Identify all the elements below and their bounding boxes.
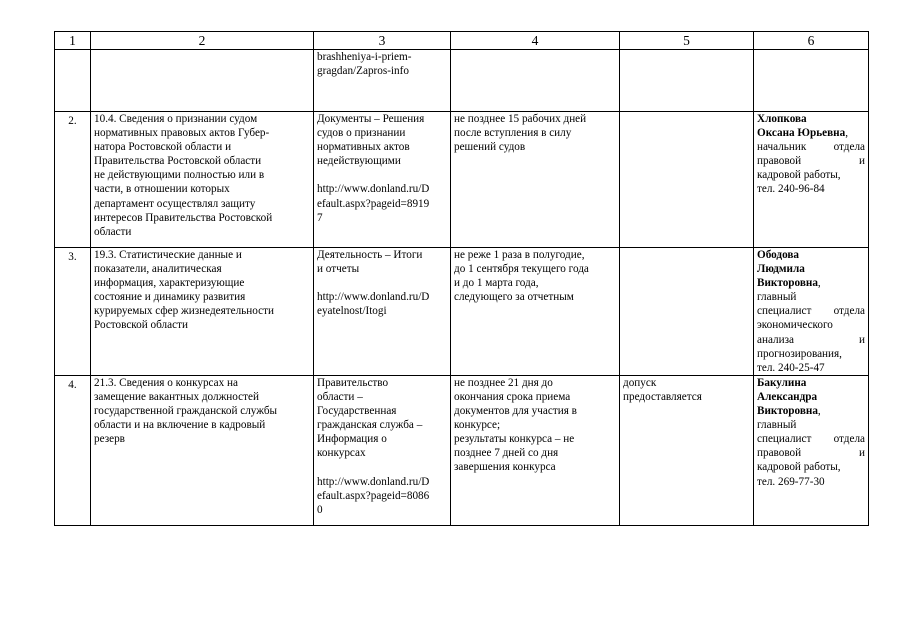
- responsible-name-line: [757, 126, 865, 140]
- deadline-line: следующего за отчетным: [454, 291, 574, 304]
- access-line: предоставляется: [623, 390, 702, 403]
- deadline-line: до 1 сентября текущего года: [454, 263, 589, 276]
- responsible-name-line: [757, 262, 865, 276]
- header-cell: 4: [451, 32, 620, 50]
- responsible-person-cell: [754, 112, 869, 248]
- deadline-line: после вступления в силу: [454, 127, 572, 140]
- info-location-line: efault.aspx?pageid=8086: [317, 489, 430, 502]
- responsible-detail-line: тел. 240-25-47: [757, 361, 825, 374]
- name-comma: ,: [845, 127, 848, 140]
- info-description-line: 19.3. Статистические данные и: [94, 249, 242, 261]
- cont-deadline-cell: [451, 50, 620, 112]
- cont-location-line: gragdan/Zapros-info: [317, 65, 409, 78]
- responsible-detail-line: кадровой работы,: [757, 169, 841, 182]
- row-number: 4.: [55, 375, 91, 525]
- responsible-name: Ободова: [757, 249, 800, 261]
- header-cell: 2: [91, 32, 314, 50]
- continuation-row: [55, 50, 869, 112]
- responsible-detail-line: тел. 240-96-84: [757, 183, 825, 196]
- cont-responsible-cell: [754, 50, 869, 112]
- responsible-name: Людмила: [757, 263, 805, 276]
- info-location-cell: [314, 112, 451, 248]
- info-location-cell: [314, 248, 451, 376]
- info-location-line: области –: [317, 390, 363, 403]
- responsible-name: Бакулина: [757, 376, 807, 389]
- access-cell: [620, 112, 754, 248]
- deadline-line: не позднее 21 дня до: [454, 376, 553, 389]
- header-row: [55, 32, 869, 50]
- responsible-name: Викторовна: [757, 405, 818, 418]
- info-description-line: части, в отношении которых: [94, 183, 230, 196]
- info-description-line: 10.4. Сведения о признании судом: [94, 113, 258, 125]
- deadline-line: позднее 7 дней со дня: [454, 447, 559, 460]
- info-description-line: государственной гражданской службы: [94, 405, 278, 418]
- deadline-line: документов для участия в: [454, 405, 577, 418]
- name-comma: ,: [817, 405, 821, 418]
- deadline-line: завершения конкурса: [454, 461, 556, 474]
- info-location-line: http://www.donland.ru/D: [317, 291, 430, 304]
- info-description-cell: [91, 112, 314, 248]
- info-location-line: [317, 168, 447, 182]
- header-cell: 3: [314, 32, 451, 50]
- responsible-detail-line: кадровой работы,: [757, 461, 841, 474]
- responsible-detail-line: правовой и: [757, 155, 865, 168]
- info-location-line: 7: [317, 211, 323, 224]
- info-location-line: Информация о: [317, 433, 387, 446]
- deadline-line: не реже 1 раза в полугодие,: [454, 249, 585, 261]
- info-location-line: Документы – Решения: [317, 113, 425, 125]
- document-table: [54, 31, 869, 526]
- access-cell: [620, 248, 754, 376]
- info-description-line: резерв: [94, 433, 125, 446]
- responsible-name: Александра: [757, 390, 818, 403]
- info-description-line: интересов Правительства Ростовской: [94, 211, 273, 224]
- deadline-line: конкурсе;: [454, 419, 501, 432]
- info-location-line: efault.aspx?pageid=8919: [317, 197, 430, 210]
- responsible-detail-line: специалист отдела: [757, 305, 865, 318]
- access-cell: [620, 375, 754, 525]
- deadline-cell: [451, 248, 620, 376]
- deadline-line: решений судов: [454, 141, 526, 154]
- info-description-line: курируемых сфер жизнедеятельности: [94, 305, 274, 318]
- responsible-name-line: [757, 248, 865, 262]
- info-location-line: http://www.donland.ru/D: [317, 475, 430, 488]
- responsible-person-cell: [754, 375, 869, 525]
- info-location-line: и отчеты: [317, 263, 360, 276]
- responsible-person-cell: [754, 248, 869, 376]
- info-location-line: [317, 276, 447, 290]
- info-location-line: конкурсах: [317, 447, 366, 460]
- info-location-line: недействующими: [317, 155, 401, 168]
- info-description-line: замещение вакантных должностей: [94, 390, 259, 403]
- info-description-line: не действующими полностью или в: [94, 169, 265, 182]
- info-location-line: Деятельность – Итоги: [317, 249, 423, 261]
- deadline-line: результаты конкурса – не: [454, 433, 575, 446]
- responsible-detail-line: анализа и: [757, 333, 865, 346]
- info-description-line: показатели, аналитическая: [94, 263, 222, 276]
- info-description-line: департамент осуществлял защиту: [94, 197, 256, 210]
- info-location-line: нормативных актов: [317, 141, 410, 154]
- responsible-detail-line: правовой и: [757, 447, 865, 460]
- deadline-line: и до 1 марта года,: [454, 277, 539, 290]
- responsible-name: Оксана Юрьевна: [757, 127, 846, 140]
- responsible-name-line: [757, 376, 865, 390]
- responsible-name-line: [757, 404, 865, 418]
- responsible-name: Хлопкова: [757, 113, 807, 125]
- info-location-line: судов о признании: [317, 127, 406, 140]
- row-number: 3.: [55, 248, 91, 376]
- table-row: [55, 375, 869, 525]
- info-description-line: Правительства Ростовской области: [94, 155, 262, 168]
- info-location-line: eyatelnost/Itogi: [317, 305, 387, 318]
- info-description-line: области: [94, 225, 132, 238]
- responsible-name-line: [757, 112, 865, 126]
- cont-num-cell: [55, 50, 91, 112]
- responsible-detail-line: экономического: [757, 319, 833, 332]
- info-description-line: нормативных правовых актов Губер-: [94, 127, 270, 140]
- info-description-line: натора Ростовской области и: [94, 141, 232, 154]
- info-description-line: области и на включение в кадровый: [94, 419, 266, 432]
- deadline-line: окончания срока приема: [454, 390, 571, 403]
- info-location-line: [317, 460, 447, 474]
- deadline-cell: [451, 112, 620, 248]
- responsible-detail-line: главный: [757, 419, 797, 432]
- info-description-cell: [91, 248, 314, 376]
- name-comma: ,: [817, 277, 821, 290]
- info-description-cell: [91, 375, 314, 525]
- responsible-name-line: [757, 390, 865, 404]
- responsible-detail-line: прогнозирования,: [757, 347, 842, 360]
- header-cell: 1: [55, 32, 91, 50]
- header-cell: 6: [754, 32, 869, 50]
- table-row: [55, 248, 869, 376]
- responsible-name-line: [757, 276, 865, 290]
- cont-location-line: brashheniya-i-priem-: [317, 51, 412, 63]
- info-description-line: информация, характеризующие: [94, 277, 245, 290]
- responsible-name: Викторовна: [757, 277, 818, 290]
- deadline-line: не позднее 15 рабочих дней: [454, 113, 587, 125]
- access-line: допуск: [623, 376, 657, 389]
- cont-location-cell: [314, 50, 451, 112]
- info-description-line: Ростовской области: [94, 319, 188, 332]
- info-location-cell: [314, 375, 451, 525]
- info-location-line: Государственная: [317, 405, 397, 418]
- row-number: 2.: [55, 112, 91, 248]
- deadline-cell: [451, 375, 620, 525]
- info-location-line: Правительство: [317, 376, 389, 389]
- info-location-line: гражданская служба –: [317, 419, 423, 432]
- header-cell: 5: [620, 32, 754, 50]
- responsible-detail-line: начальник отдела: [757, 141, 865, 154]
- responsible-detail-line: главный: [757, 291, 797, 304]
- cont-access-cell: [620, 50, 754, 112]
- info-description-line: 21.3. Сведения о конкурсах на: [94, 376, 238, 389]
- info-location-line: http://www.donland.ru/D: [317, 183, 430, 196]
- table-row: [55, 112, 869, 248]
- responsible-detail-line: специалист отдела: [757, 433, 865, 446]
- info-location-line: 0: [317, 503, 323, 516]
- info-description-line: состояние и динамику развития: [94, 291, 246, 304]
- responsible-detail-line: тел. 269-77-30: [757, 475, 825, 488]
- cont-info-cell: [91, 50, 314, 112]
